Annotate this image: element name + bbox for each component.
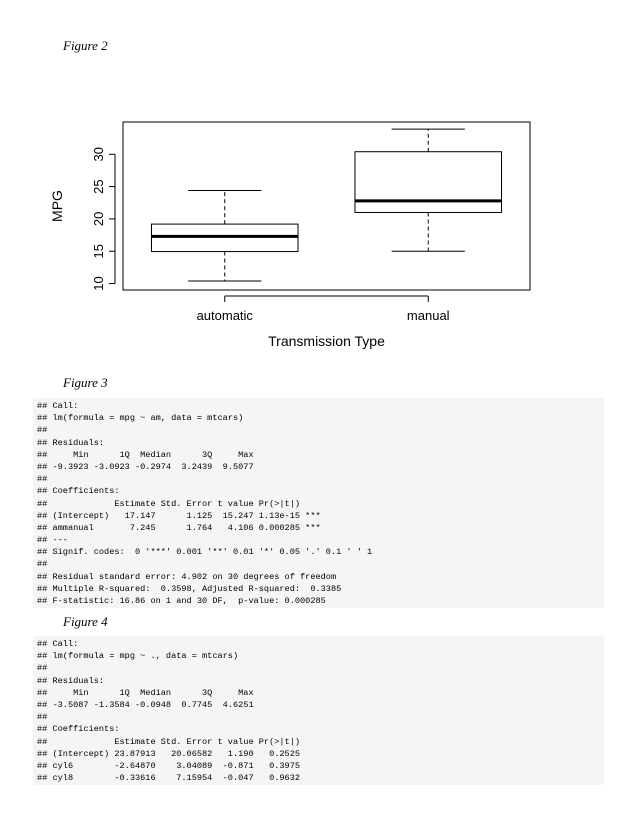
- code-line: ## Residuals:: [37, 437, 105, 448]
- code-line: ## (Intercept) 17.147 1.125 15.247 1.13e-15 ***: [37, 510, 321, 521]
- code-line: ## Multiple R-squared: 0.3598, Adjusted R-squared: 0.3385: [37, 583, 342, 594]
- code-line: ## Residuals:: [37, 675, 105, 686]
- code-line: ## Coefficients:: [37, 724, 120, 735]
- code-line: ## cyl8 -0.33616 7.15954 -0.047 0.9632: [37, 773, 301, 784]
- code-line: ##: [37, 663, 48, 674]
- code-line: ##: [37, 474, 48, 485]
- figure-4-regression-output: [33, 636, 604, 785]
- code-line: ## lm(formula = mpg ~ am, data = mtcars): [37, 413, 244, 424]
- x-axis-label: Transmission Type: [268, 333, 385, 349]
- code-line: ## (Intercept) 23.87913 20.06582 1.190 0.2525: [37, 748, 301, 759]
- code-line: ## Call:: [37, 401, 79, 411]
- code-line: ## -3.5087 -1.3584 -0.0948 0.7745 4.6251: [37, 699, 254, 710]
- y-tick-label: 20: [91, 211, 106, 227]
- y-tick-label: 15: [91, 243, 106, 259]
- y-tick-label: 30: [91, 147, 106, 162]
- code-line: ## ---: [37, 535, 68, 546]
- figure-4-caption: Figure 4: [63, 614, 108, 629]
- x-tick-label: automatic: [196, 308, 253, 323]
- code-line: ## Estimate Std. Error t value Pr(>|t|): [37, 736, 301, 747]
- code-line: ## cyl6 -2.64870 3.04089 -0.871 0.3975: [37, 760, 301, 771]
- code-line: ##: [37, 425, 48, 436]
- y-tick-label: 10: [91, 276, 106, 291]
- code-line: ## Min 1Q Median 3Q Max: [37, 687, 254, 698]
- code-line: ## Residual standard error: 4.902 on 30 degrees of freedom: [37, 571, 337, 582]
- figure-3-regression-output: [33, 398, 604, 608]
- box-manual: [355, 152, 502, 213]
- code-line: ## Estimate Std. Error t value Pr(>|t|): [37, 498, 301, 509]
- boxplot-svg: [40, 112, 550, 362]
- figure-3-caption: Figure 3: [63, 375, 108, 390]
- transmission-boxplot-chart: [40, 112, 550, 362]
- y-tick-label: 25: [91, 179, 106, 194]
- x-tick-label: manual: [406, 308, 450, 323]
- y-axis-label: MPG: [49, 190, 65, 222]
- code-line: ## F-statistic: 16.86 on 1 and 30 DF, p-value: 0.000285: [37, 596, 326, 606]
- code-line: ##: [37, 559, 48, 570]
- code-line: ## Coefficients:: [37, 486, 120, 497]
- code-line: ## lm(formula = mpg ~ ., data = mtcars): [37, 651, 239, 662]
- code-line: ## Call:: [37, 639, 79, 649]
- code-line: ## ammanual 7.245 1.764 4.106 0.000285 ***: [37, 522, 321, 533]
- code-line: ## -9.3923 -3.0923 -0.2974 3.2439 9.5077: [37, 461, 254, 472]
- code-line: ## Signif. codes: 0 '***' 0.001 '**' 0.01 '*' 0.05 '.' 0.1 ' ' 1: [37, 547, 373, 558]
- code-line: ## Min 1Q Median 3Q Max: [37, 449, 254, 460]
- figure-2-caption: Figure 2: [63, 38, 108, 53]
- code-line: ##: [37, 712, 48, 723]
